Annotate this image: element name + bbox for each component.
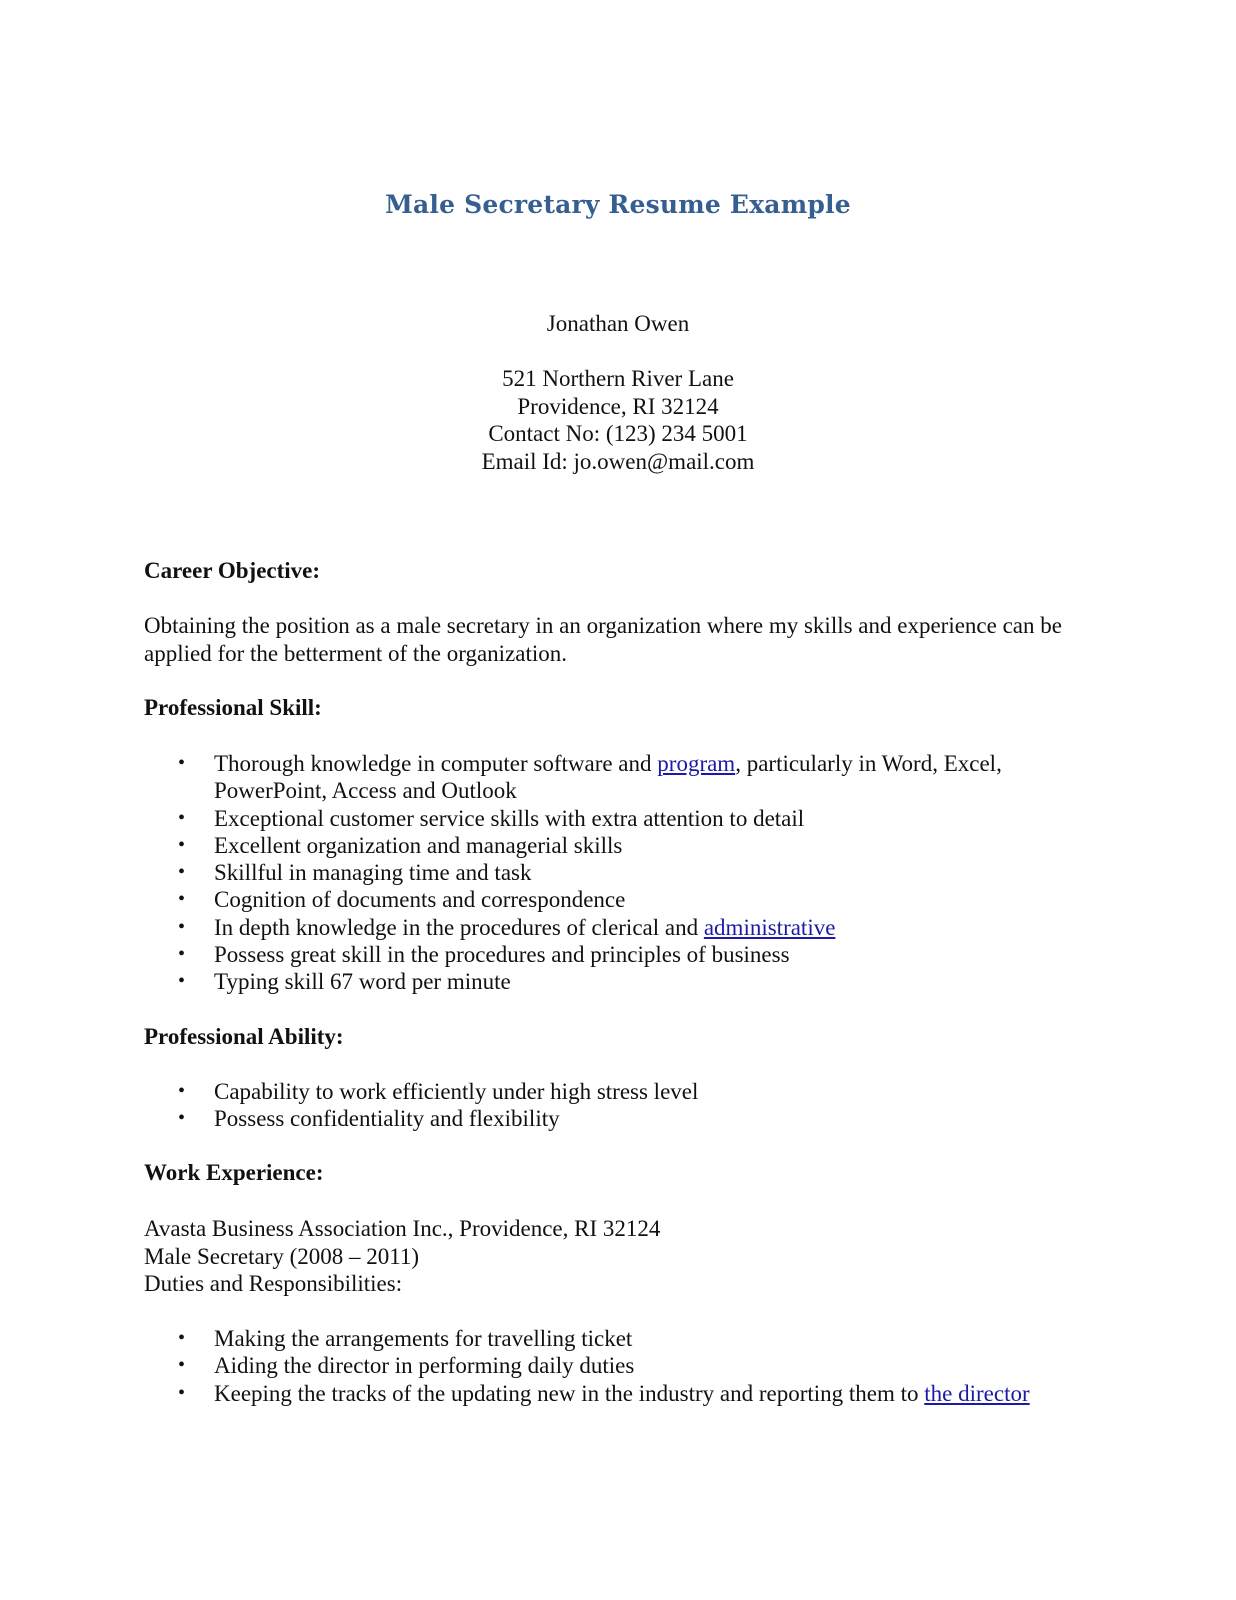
career-objective-text: Obtaining the position as a male secretary in an organization where my skills and experience can be applied for the betterment of the organization. [144, 613, 1062, 666]
address-line-2: Providence, RI 32124 [517, 393, 719, 419]
contact-number: Contact No: (123) 234 5001 [488, 421, 748, 446]
list-item: • Aiding the director in performing daily duties [178, 1353, 635, 1379]
email-address: Email Id: jo.owen@mail.com [481, 448, 755, 474]
bullet-icon: • [178, 752, 186, 774]
professional-ability-heading: Professional Ability: [144, 1024, 344, 1049]
professional-ability-list [144, 1078, 1094, 1133]
list-item: • Skillful in managing time and task [178, 860, 532, 886]
list-item: • Exceptional customer service skills with extra attention to detail [178, 805, 805, 831]
professional-skill-list [144, 750, 1094, 996]
bullet-icon: • [178, 888, 186, 911]
company-name: Avasta Business Association Inc., Providence, RI 32124 [144, 1216, 661, 1241]
document-title: Male Secretary Resume Example [385, 190, 851, 219]
list-item: • Typing skill 67 word per minute [178, 969, 511, 995]
duties-label: Duties and Responsibilities: [144, 1271, 403, 1296]
bullet-icon: • [178, 970, 186, 993]
bullet-icon: • [178, 806, 186, 829]
bullet-icon: • [178, 1381, 186, 1404]
administrative-link[interactable]: administrative [703, 914, 836, 940]
bullet-icon: • [178, 1107, 186, 1130]
the-director-link[interactable]: the director [924, 1380, 1030, 1406]
list-item: • Possess confidentiality and flexibility [178, 1106, 560, 1132]
list-item: • Possess great skill in the procedures and principles of business [178, 942, 790, 968]
work-experience-details [144, 1215, 1094, 1298]
professional-skill-heading: Professional Skill: [144, 695, 322, 720]
list-item: • Excellent organization and managerial skills [178, 832, 623, 858]
contact-info-block [0, 365, 1236, 475]
work-experience-heading: Work Experience: [144, 1160, 324, 1185]
bullet-icon: • [178, 1327, 186, 1349]
bullet-icon: • [178, 943, 186, 966]
bullet-icon: • [178, 1080, 186, 1102]
bullet-icon: • [178, 1354, 186, 1377]
candidate-name: Jonathan Owen [546, 311, 690, 336]
list-item: • Making the arrangements for travelling ticket [178, 1326, 633, 1351]
list-item: • In depth knowledge in the procedures of clerical and administrative [178, 914, 836, 940]
list-item: • Capability to work efficiently under high stress level [178, 1079, 699, 1104]
program-link[interactable]: program [657, 751, 736, 776]
duties-list [144, 1325, 1094, 1407]
list-item: • Cognition of documents and correspondence [178, 887, 626, 913]
bullet-icon: • [178, 861, 186, 884]
list-item: • Keeping the tracks of the updating new in the industry and reporting them to the director [178, 1380, 1030, 1406]
candidate-name-block [0, 310, 1236, 338]
career-objective-heading: Career Objective: [144, 558, 321, 583]
address-line-1: 521 Northern River Lane [502, 366, 734, 391]
list-item: • Thorough knowledge in computer software and program, particularly in Word, Excel, PowerPoint, Access and Outlook [178, 751, 1002, 804]
bullet-icon: • [178, 833, 186, 856]
job-role: Male Secretary (2008 – 2011) [144, 1243, 420, 1269]
bullet-icon: • [178, 915, 186, 938]
